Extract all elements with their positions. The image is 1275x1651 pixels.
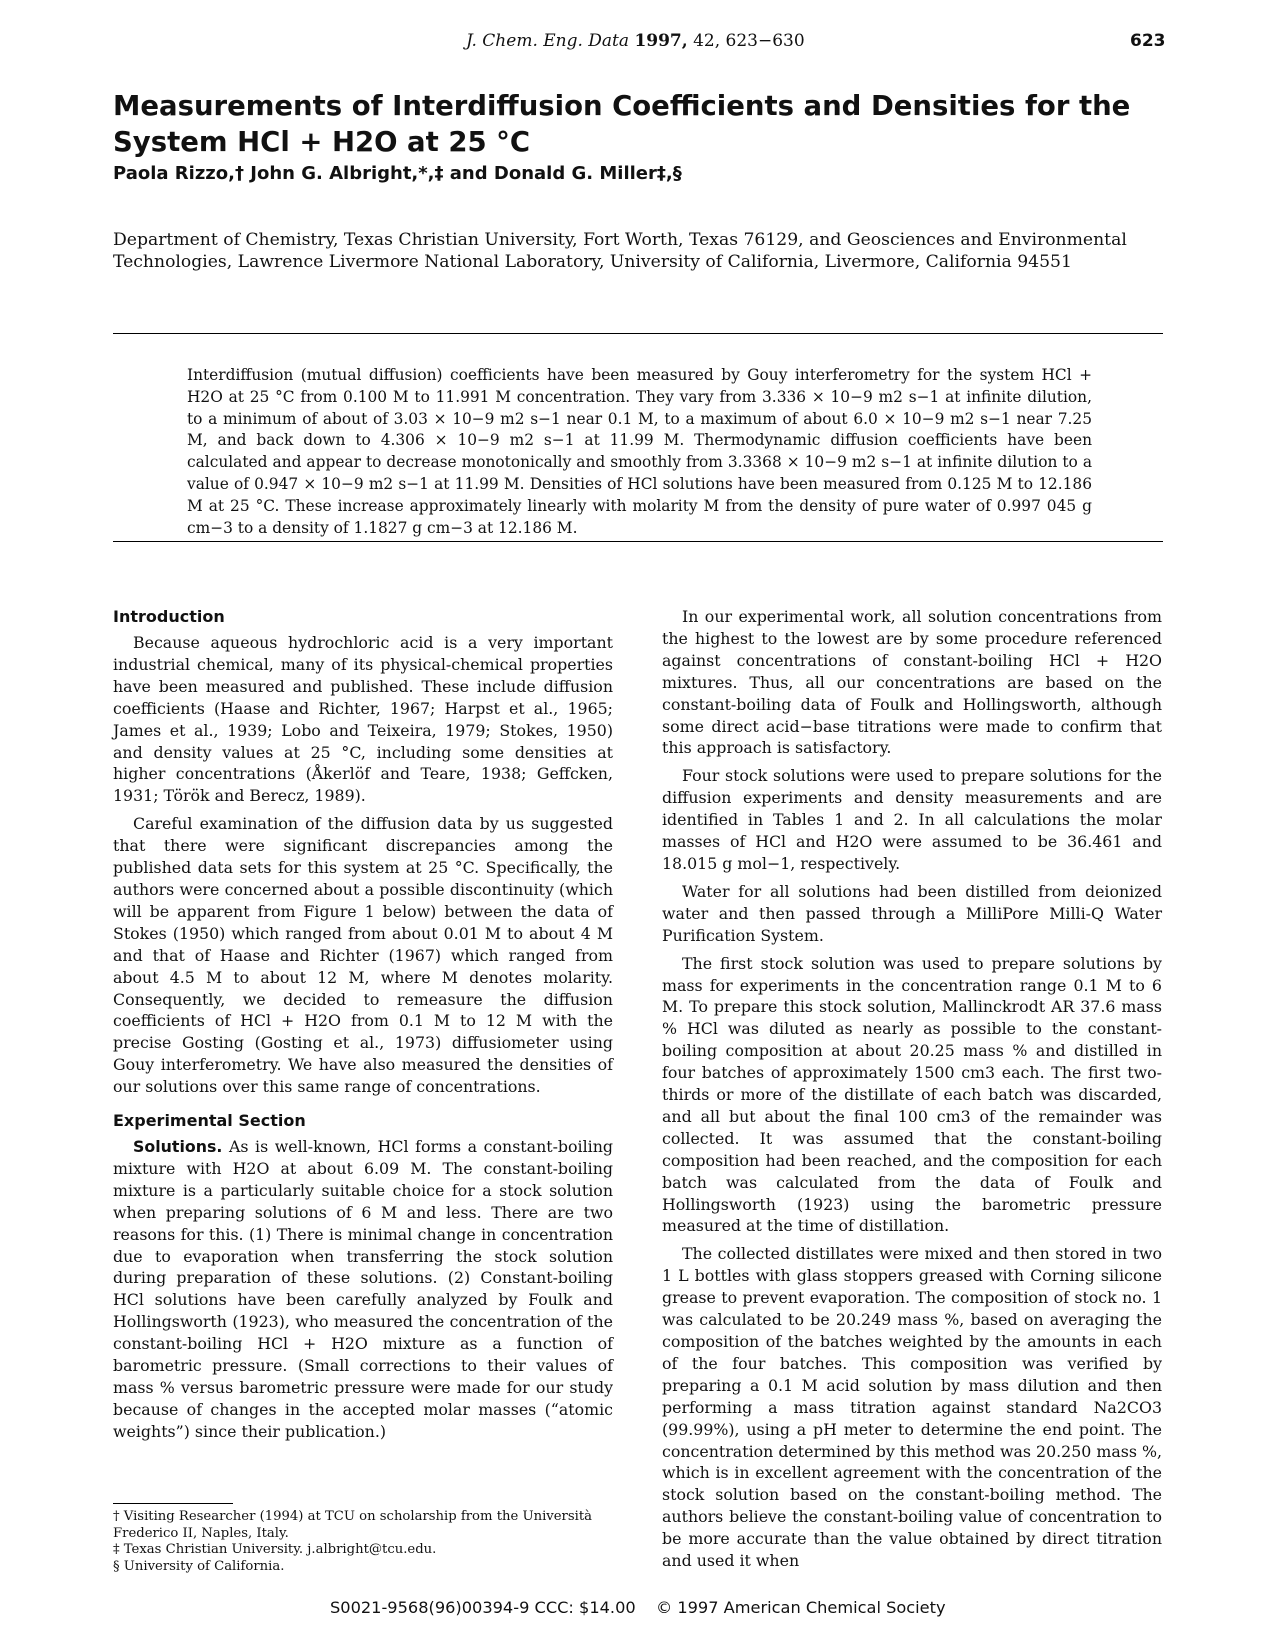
footer-copyright: © 1997 American Chemical Society bbox=[656, 1598, 946, 1617]
author-list: Paola Rizzo,† John G. Albright,*,‡ and Donald G. Miller‡,§ bbox=[113, 163, 682, 184]
right-paragraph-3: Water for all solutions had been distilled from deionized water and then passed through a MilliPore Milli-Q Water Purification System. bbox=[662, 881, 1162, 945]
solutions-runin-heading: Solutions. bbox=[133, 1137, 223, 1157]
abstract: Interdiffusion (mutual diffusion) coefficients have been measured by Gouy interferometry for the system HCl + H2O at 25 °C from 0.100 M to 11.991 M concentration. They vary from 3.336 × 10−9 m2 s−1 at infinite dilution, to a minimum of about of 3.03 × 10−9 m2 s−1 near 0.1 M, to a maximum of about 6.0 × 10−9 m2 s−1 near 7.25 M, and back down to 4.306 × 10−9 m2 s−1 at 11.99 M. Thermodynamic diffusion coefficients have been calculated and appear to decrease monotonically and smoothly from 3.3368 × 10−9 m2 s−1 at infinite dilution to a value of 0.947 × 10−9 m2 s−1 at 11.99 M. Densities of HCl solutions have been measured from 0.125 M to 12.186 M at 25 °C. These increase approximately linearly with molarity M from the density of pure water of 0.997 045 g cm−3 to a density of 1.1827 g cm−3 at 12.186 M. bbox=[187, 366, 1092, 537]
right-paragraph-4: The first stock solution was used to prepare solutions by mass for experiments in the concentration range 0.1 M to 6 M. To prepare this stock solution, Mallinckrodt AR 37.6 mass % HCl was diluted as nearly as possible to the constant-boiling composition at about 20.25 mass % and distilled in four batches of approximately 1500 cm3 each. The first two-thirds or more of the distillate of each batch was discarded, and all but about the final 100 cm3 of the remainder was collected. It was assumed that the constant-boiling composition had been reached, and the composition for each batch was calculated from the data of Foulk and Hollingsworth (1923) using the barometric pressure measured at the time of distillation. bbox=[662, 953, 1162, 1236]
footnotes bbox=[113, 1509, 613, 1575]
footnote-double-dagger: ‡ Texas Christian University. j.albright@tcu.edu. bbox=[113, 1542, 437, 1557]
experimental-heading: Experimental Section bbox=[113, 1111, 306, 1131]
abstract-bottom-rule bbox=[113, 541, 1163, 542]
introduction-heading: Introduction bbox=[113, 607, 225, 626]
journal-name: J. Chem. Eng. Data bbox=[466, 31, 630, 51]
footer-doi: S0021-9568(96)00394-9 CCC: $14.00 bbox=[330, 1598, 636, 1617]
journal-volume-pages: 42, 623−630 bbox=[693, 31, 805, 51]
affiliation: Department of Chemistry, Texas Christian University, Fort Worth, Texas 76129, and Geosciences and Environmental Technologies, Lawrence Livermore National Laboratory, University of California, Livermore, California 94551 bbox=[113, 230, 1127, 272]
running-header bbox=[0, 31, 1275, 55]
right-paragraph-2: Four stock solutions were used to prepare solutions for the diffusion experiments and density measurements and are identified in Tables 1 and 2. In all calculations the molar masses of HCl and H2O were assumed to be 36.461 and 18.015 g mol−1, respectively. bbox=[662, 766, 1162, 873]
page-number: 623 bbox=[1130, 31, 1166, 51]
article-title: Measurements of Interdiffusion Coefficients and Densities for the System HCl + H2O at 25 °C bbox=[113, 90, 1131, 158]
right-column bbox=[662, 606, 1162, 1578]
intro-paragraph-1: Because aqueous hydrochloric acid is a very important industrial chemical, many of its physical-chemical properties have been measured and published. These include diffusion coefficients (Haase and Richter, 1967; Harpst et al., 1965; James et al., 1939; Lobo and Teixeira, 1979; Stokes, 1950) and density values at 25 °C, including some densities at higher concentrations (Åkerlöf and Teare, 1938; Geffcken, 1931; Török and Berecz, 1989). bbox=[113, 633, 613, 806]
solutions-paragraph bbox=[113, 1136, 613, 1443]
solutions-text: As is well-known, HCl forms a constant-boiling mixture with H2O at about 6.09 M. The constant-boiling mixture is a particularly suitable choice for a stock solution when preparing solutions of 6 M and less. There are two reasons for this. (1) There is minimal change in concentration due to evaporation when transferring the stock solution during preparation of these solutions. (2) Constant-boiling HCl solutions have been carefully analyzed by Foulk and Hollingsworth (1923), who measured the concentration of the constant-boiling HCl + H2O mixture as a function of barometric pressure. (Small corrections to their values of mass % versus barometric pressure were made for our study because of changes in the accepted molar masses (“atomic weights”) since their publication.) bbox=[113, 1137, 613, 1441]
journal-year: 1997, bbox=[634, 31, 688, 51]
right-paragraph-5: The collected distillates were mixed and then stored in two 1 L bottles with glass stoppers greased with Corning silicone grease to prevent evaporation. The composition of stock no. 1 was calculated to be 20.249 mass %, based on averaging the composition of the batches weighted by the amounts in each of the four batches. This composition was verified by preparing a 0.1 M acid solution by mass dilution and then performing a mass titration against standard Na2CO3 (99.99%), using a pH meter to determine the end point. The concentration determined by this method was 20.250 mass %, which is in excellent agreement with the concentration of the stock solution based on the constant-boiling method. The authors believe the constant-boiling value of concentration to be more accurate than the value obtained by direct titration and used it when bbox=[662, 1244, 1163, 1571]
abstract-top-rule bbox=[113, 333, 1163, 334]
intro-paragraph-2: Careful examination of the diffusion data by us suggested that there were significant discrepancies among the published data sets for this system at 25 °C. Specifically, the authors were concerned about a possible discontinuity (which will be apparent from Figure 1 below) between the data of Stokes (1950) which ranged from about 0.01 M to about 4 M and that of Haase and Richter (1967) which ranged from about 4.5 M to about 12 M, where M denotes molarity. Consequently, we decided to remeasure the diffusion coefficients of HCl + H2O from 0.1 M to 12 M with the precise Gosting (Gosting et al., 1973) diffusiometer using Gouy interferometry. We have also measured the densities of our solutions over this same range of concentrations. bbox=[113, 814, 613, 1097]
left-column bbox=[113, 606, 613, 1449]
footnote-section: § University of California. bbox=[113, 1558, 285, 1574]
footnote-dagger: † Visiting Researcher (1994) at TCU on scholarship from the Università Frederico II, Naples, Italy. bbox=[113, 1509, 593, 1541]
journal-citation bbox=[466, 31, 805, 51]
footnote-rule bbox=[113, 1503, 233, 1504]
right-paragraph-1: In our experimental work, all solution concentrations from the highest to the lowest are by some procedure referenced against concentrations of constant-boiling HCl + H2O mixtures. Thus, all our concentrations are based on the constant-boiling data of Foulk and Hollingsworth, although some direct acid−base titrations were made to confirm that this approach is satisfactory. bbox=[662, 607, 1162, 758]
